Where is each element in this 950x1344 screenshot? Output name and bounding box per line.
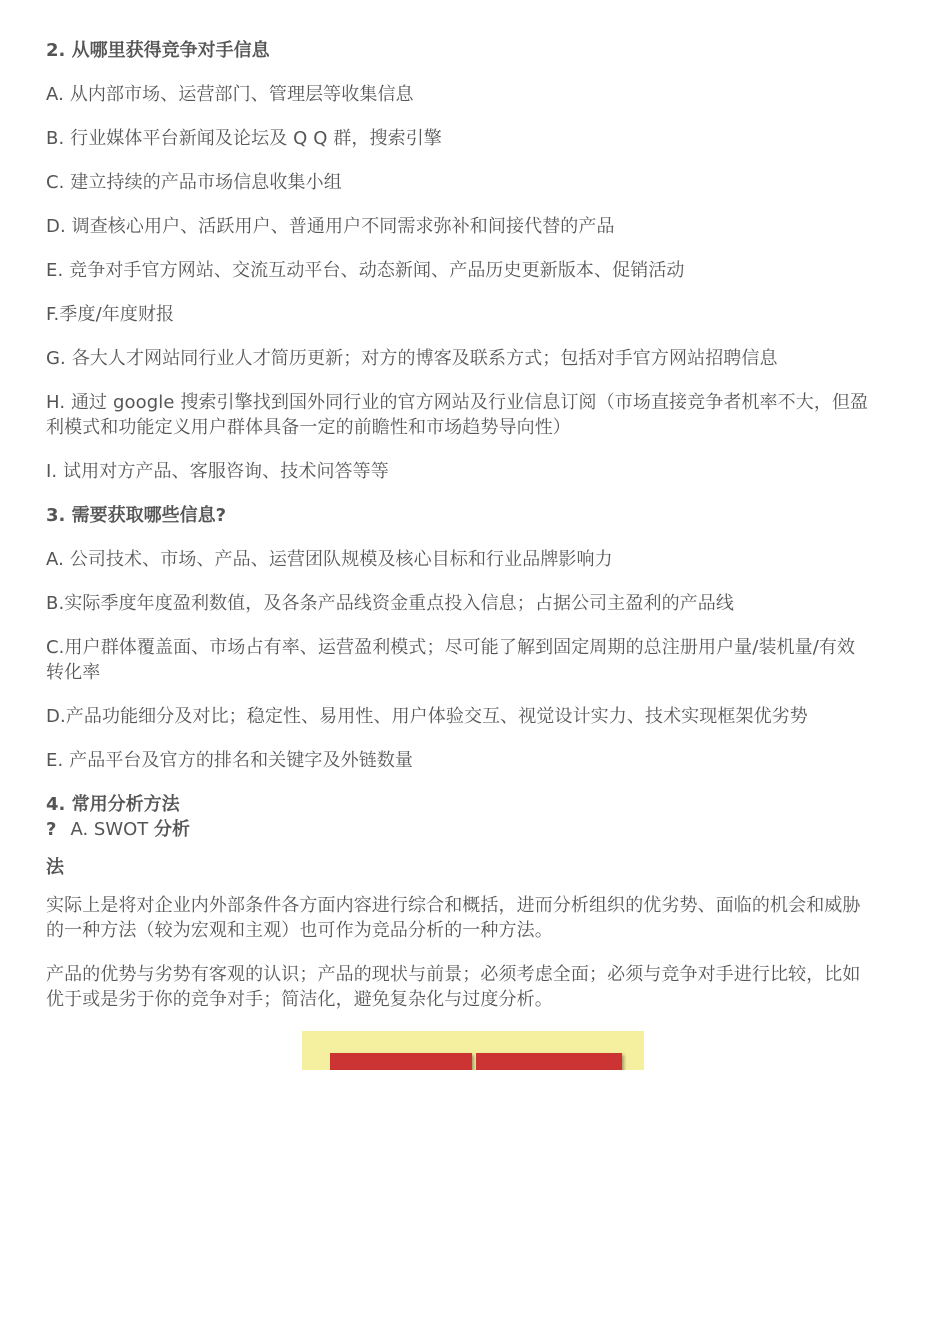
paragraph: 产品的优势与劣势有客观的认识；产品的现状与前景；必须考虑全面；必须与竞争对手进行比较，比如优于或是劣于你的竞争对手；简洁化，避免复杂化与过度分析。 xyxy=(46,964,861,1010)
list-item: B.实际季度年度盈利数值，及各条产品线资金重点投入信息；占据公司主盈利的产品线 xyxy=(46,593,734,614)
section-heading-methods: 4. 常用分析方法 xyxy=(46,794,180,815)
swot-bold-label: 分析 xyxy=(154,819,191,840)
list-item: C.用户群体覆盖面、市场占有率、运营盈利模式；尽可能了解到固定周期的总注册用户量/装机量/有效转化率 xyxy=(46,637,856,683)
swot-image-block-right xyxy=(476,1053,622,1070)
list-item: G. 各大人才网站同行业人才简历更新；对方的博客及联系方式；包括对手官方网站招聘信息 xyxy=(46,348,778,369)
list-item: A. 公司技术、市场、产品、运营团队规模及核心目标和行业品牌影响力 xyxy=(46,549,613,570)
list-item: H. 通过 google 搜索引擎找到国外同行业的官方网站及行业信息订阅（市场直接竞争者机率不大，但盈利模式和功能定义用户群体具备一定的前瞻性和市场趋势导向性） xyxy=(46,392,869,438)
paragraph: 实际上是将对企业内外部条件各方面内容进行综合和概括，进而分析组织的优劣势、面临的机会和威胁的一种方法（较为宏观和主观）也可作为竞品分析的一种方法。 xyxy=(46,895,861,941)
swot-image-block-left xyxy=(330,1053,472,1070)
list-item: I. 试用对方产品、客服咨询、技术问答等等 xyxy=(46,461,389,482)
list-item: A. 从内部市场、运营部门、管理层等收集信息 xyxy=(46,84,414,105)
section-heading-info-needed: 3. 需要获取哪些信息? xyxy=(46,505,227,526)
list-item: B. 行业媒体平台新闻及论坛及 Q Q 群，搜索引擎 xyxy=(46,128,442,149)
list-item: D. 调查核心用户、活跃用户、普通用户不同需求弥补和间接代替的产品 xyxy=(46,216,615,237)
list-item: F.季度/年度财报 xyxy=(46,304,175,325)
section-heading-sources: 2. 从哪里获得竞争对手信息 xyxy=(46,40,270,61)
swot-heading xyxy=(46,817,870,842)
list-item: D.产品功能细分及对比；稳定性、易用性、用户体验交互、视觉设计实力、技术实现框架优劣势 xyxy=(46,706,808,727)
unknown-glyph-marker: ? xyxy=(46,819,57,840)
swot-heading-wrap: 法 xyxy=(46,857,64,878)
list-item: E. 产品平台及官方的排名和关键字及外链数量 xyxy=(46,750,414,771)
swot-image xyxy=(302,1031,644,1070)
swot-prefix: A. SWOT xyxy=(70,819,149,840)
list-item: E. 竞争对手官方网站、交流互动平台、动态新闻、产品历史更新版本、促销活动 xyxy=(46,260,685,281)
list-item: C. 建立持续的产品市场信息收集小组 xyxy=(46,172,342,193)
